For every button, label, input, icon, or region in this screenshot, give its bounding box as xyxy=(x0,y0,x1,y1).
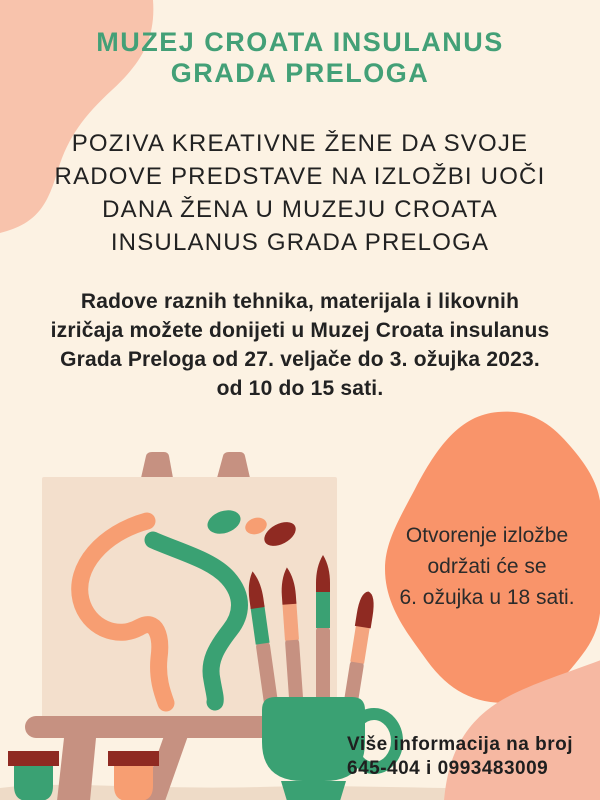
opening-line: 6. ožujka u 18 sati. xyxy=(399,586,575,609)
opening-line: održati će se xyxy=(427,555,547,578)
invitation-text xyxy=(0,127,600,259)
details-line: Grada Preloga od 27. veljače do 3. ožujka 2023. xyxy=(60,348,540,371)
contact-line: 645-404 i 0993483009 xyxy=(347,758,549,779)
details-text xyxy=(0,287,600,403)
poster-title xyxy=(0,27,600,89)
mug-foot xyxy=(281,781,346,800)
invitation-line: INSULANUS GRADA PRELOGA xyxy=(110,229,490,256)
title-line: GRADA PRELOGA xyxy=(170,58,430,88)
opening-info xyxy=(374,520,600,613)
opening-line: Otvorenje izložbe xyxy=(405,524,569,547)
details-line: izričaja možete donijeti u Muzej Croata insulanus xyxy=(50,319,550,342)
invitation-line: RADOVE PREDSTAVE NA IZLOŽBI UOČI xyxy=(54,163,546,190)
details-line: od 10 do 15 sati. xyxy=(216,377,384,400)
contact-info xyxy=(347,733,573,781)
contact-line: Više informacija na broj xyxy=(347,734,574,755)
invitation-line: POZIVA KREATIVNE ŽENE DA SVOJE xyxy=(71,130,529,157)
title-line: MUZEJ CROATA INSULANUS xyxy=(96,27,504,57)
easel-leg-left xyxy=(57,738,96,800)
invitation-line: DANA ŽENA U MUZEJU CROATA xyxy=(102,196,498,223)
details-line: Radove raznih tehnika, materijala i likovnih xyxy=(80,290,520,313)
